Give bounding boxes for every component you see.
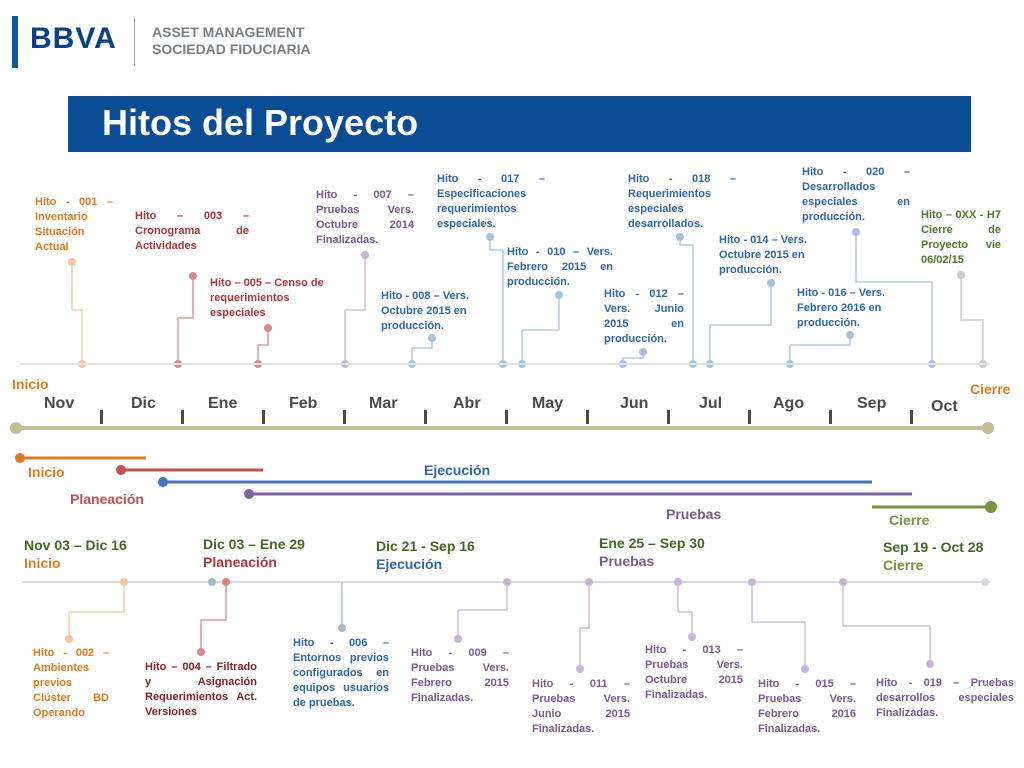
connector-017 [490,237,503,364]
connector-003 [178,276,193,364]
milestone-001: Hito - 001 – Inventario Situación Actual [35,196,113,253]
month-sep: Sep [857,395,887,412]
month-ene: Ene [208,395,238,412]
range-planeacion-dates: Dic 03 – Ene 29 [203,536,305,552]
month-oct: Oct [931,398,958,415]
milestone-003: Hito – 003 – Cronograma de Actividades [135,210,249,252]
month-feb: Feb [289,395,318,412]
range-pruebas-dates: Ene 25 – Sep 30 [599,535,705,551]
connector-002 [69,582,124,639]
connector-016 [790,335,850,364]
milestone-007: Hito - 007 – Pruebas Vers. Octubre 2014 Finalizadas. [316,189,414,246]
range-cierre-name: Cierre [883,557,924,573]
milestone-015: Hito - 015 – Pruebas Vers. Febrero 2016 Finalizadas. [758,678,856,735]
milestone-016: Hito - 016 – Vers. Febrero 2016 en producción. [797,287,886,329]
connector-009 [458,582,507,639]
connector-007 [345,255,365,364]
milestone-006: Hito - 006 – Entornos previos configurados en equipos usuarios de pruebas. [293,637,389,709]
phase-label-inicio: Inicio [28,464,65,480]
range-ejecucion [376,537,475,573]
connector-014 [710,283,771,364]
range-planeacion-name: Planeación [203,554,277,570]
milestone-008: Hito - 008 – Vers. Octubre 2015 en producción. [381,290,470,332]
logo-subtitle-line2: SOCIEDAD FIDUCIARIA [152,41,311,57]
range-cierre [883,538,983,574]
milestone-013: Hito - 013 – Pruebas Vers. Octubre 2015 Finalizadas. [645,644,743,701]
bbva-logo: BBVA [30,22,117,55]
milestone-020: Hito - 020 – Desarrollados especiales en producción. [802,166,910,223]
timeline-start-label: Inicio [12,376,49,392]
month-ago: Ago [773,395,805,412]
page-title: Hitos del Proyecto [102,102,419,143]
connector-015 [752,582,805,669]
milestone-002: Hito - 002 – Ambientes previos Clúster BD Operando [33,647,109,719]
timeline-end-label: Cierre [970,381,1011,397]
range-cierre-dates: Sep 19 - Oct 28 [883,539,984,555]
range-ejecucion-dates: Dic 21 - Sep 16 [376,538,475,554]
month-abr: Abr [453,395,481,412]
milestone-017: Hito - 017 – Especificaciones requerimientos especiales. [437,173,545,230]
milestone-012: Hito - 012 – Vers. Junio 2015 en producción. [604,288,684,345]
range-ejecucion-name: Ejecución [376,556,443,572]
milestone-0XX: Hito – 0XX - H7 Cierre de Proyecto vie 06/02/15 [921,209,1001,266]
connector-013 [678,582,692,637]
month-jun: Jun [620,395,649,412]
milestone-014: Hito - 014 – Vers. Octubre 2015 en producción. [719,234,808,276]
phase-label-planeacion: Planeación [70,491,144,507]
milestone-004: Hito – 004 – Filtrado y Asignación Requerimientos Act. Versiones [145,661,257,718]
phase-label-pruebas: Pruebas [666,506,722,522]
connector-001 [72,262,82,364]
logo-subtitle-line1: ASSET MANAGEMENT [152,24,305,40]
connector-019 [843,582,930,664]
connector-004 [201,582,226,652]
range-pruebas-name: Pruebas [599,553,655,569]
connector-010 [522,295,559,364]
milestone-018: Hito - 018 – Requerimientos especiales desarrollados. [628,173,736,230]
range-inicio-name: Inicio [24,555,61,571]
range-planeacion [203,535,305,571]
connector-008 [412,338,432,364]
range-pruebas [599,534,705,570]
range-inicio [24,536,127,572]
month-may: May [532,395,564,412]
connector-011 [580,582,589,669]
connector-0XX [961,275,983,364]
milestone-010: Hito - 010 – Vers. Febrero 2015 en producción. [507,246,613,288]
connector-005 [258,328,268,364]
month-dic: Dic [131,395,156,412]
month-jul: Jul [699,395,723,412]
phase-label-cierre: Cierre [889,512,930,528]
month-mar: Mar [369,395,398,412]
month-nov: Nov [44,395,75,412]
phase-label-ejecucion: Ejecución [424,462,491,478]
milestone-019: Hito - 019 – Pruebas desarrollos especiales Finalizadas. [876,677,1014,719]
milestone-011: Hito - 011 – Pruebas Vers. Junio 2015 Finalizadas. [532,678,630,735]
milestone-005: Hito – 005 – Censo de requerimientos especiales [210,277,324,319]
range-inicio-dates: Nov 03 – Dic 16 [24,537,127,553]
milestone-009: Hito - 009 – Pruebas Vers. Febrero 2015 Finalizadas. [411,647,509,704]
